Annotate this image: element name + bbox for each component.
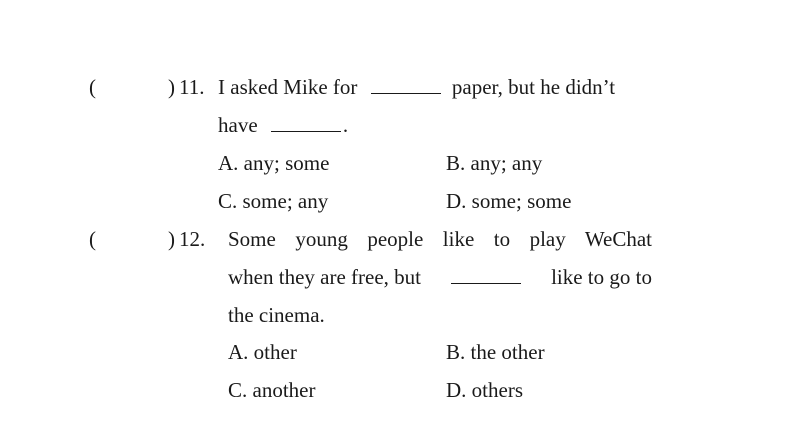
stem-text: when they are free, but <box>228 265 421 289</box>
answer-blank <box>271 115 341 132</box>
answer-bracket-open: ( <box>89 227 96 251</box>
option-c: C. another <box>228 378 316 402</box>
question-stem-line-3: the cinema. <box>228 303 325 327</box>
answer-bracket-close: ) <box>168 227 175 251</box>
answer-blank <box>371 77 441 94</box>
question-stem-line-2 <box>228 267 652 288</box>
stem-text: like to go to <box>551 265 652 289</box>
option-d: D. others <box>446 378 523 402</box>
answer-blank <box>451 267 521 284</box>
question-stem-line-1 <box>218 77 615 98</box>
question-number: 12. <box>179 227 206 251</box>
stem-text: paper, but he didn’t <box>451 75 616 99</box>
option-b: B. the other <box>446 340 545 364</box>
answer-bracket-close: ) <box>168 75 175 99</box>
answer-bracket-open: ( <box>89 75 96 99</box>
stem-text: I asked Mike for <box>218 75 358 99</box>
option-d: D. some; some <box>446 189 572 213</box>
question-stem-line-1: Some young people like to play WeChat <box>228 227 652 251</box>
question-number: 11. <box>179 75 205 99</box>
option-a: A. any; some <box>218 151 330 175</box>
question-stem-line-2 <box>218 115 348 136</box>
option-a: A. other <box>228 340 297 364</box>
stem-text: have <box>218 113 258 137</box>
stem-text: . <box>342 113 349 137</box>
option-c: C. some; any <box>218 189 329 213</box>
option-b: B. any; any <box>446 151 543 175</box>
